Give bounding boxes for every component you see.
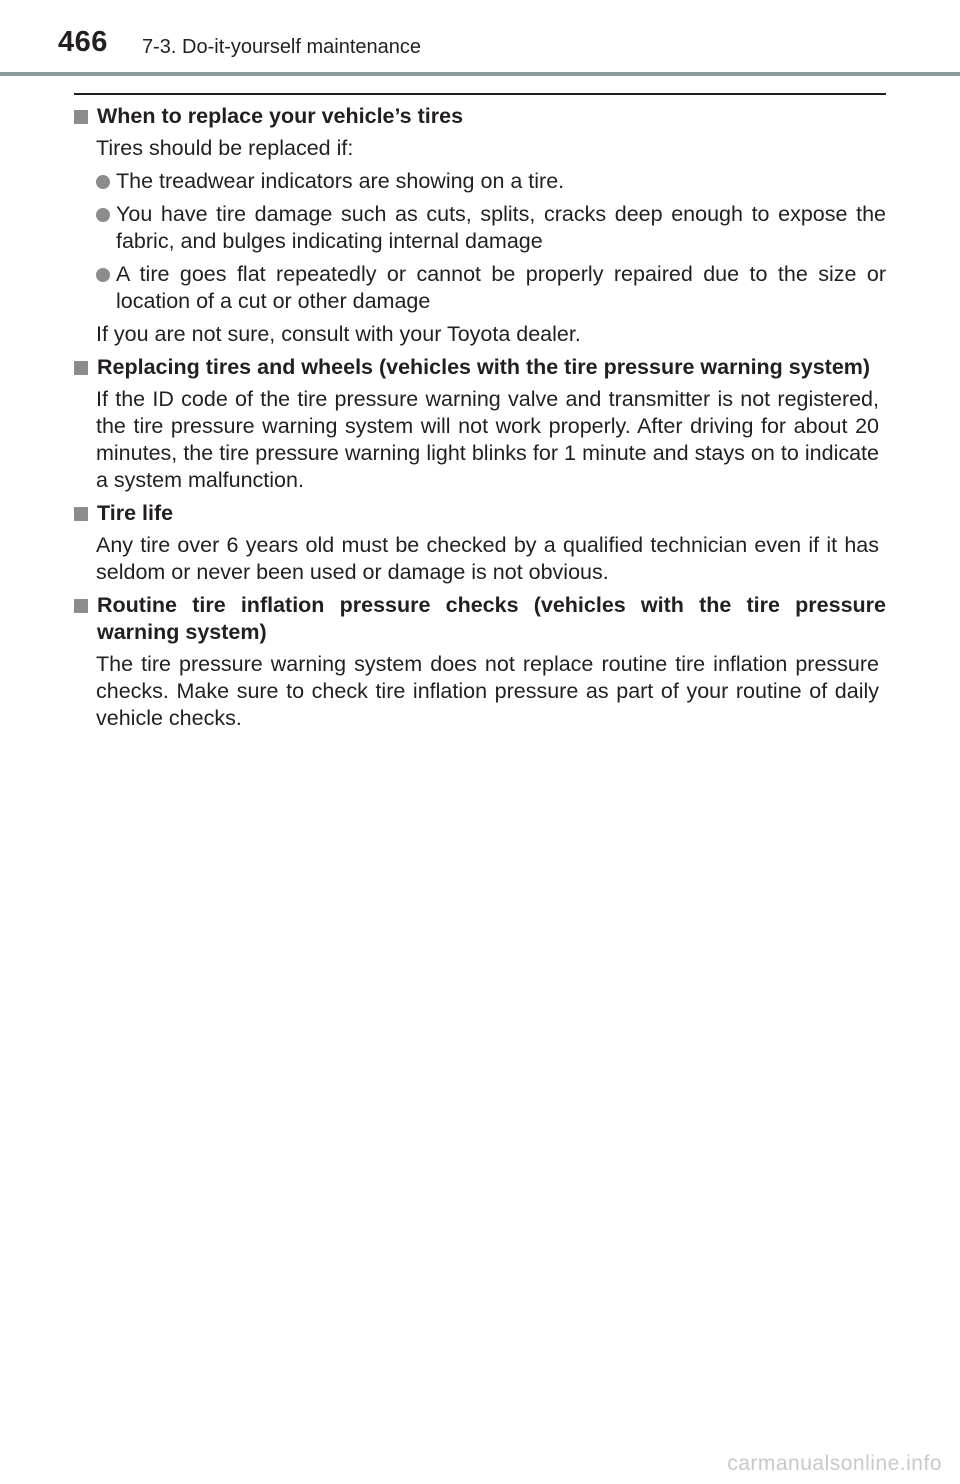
section-body: The tire pressure warning system does not replace routine tire inflation pressure checks. Make sure to check tire inflation pressure as part of your routine of daily vehicle checks. <box>96 652 879 730</box>
section-intro: Tires should be replaced if: <box>96 136 354 160</box>
section-heading <box>74 592 886 646</box>
page-content <box>74 103 886 738</box>
circle-bullet-icon <box>96 268 110 282</box>
section-outro: If you are not sure, consult with your Toyota dealer. <box>96 322 581 346</box>
square-bullet-icon <box>74 110 88 124</box>
heading-text: When to replace your vehicle’s tires <box>97 104 464 128</box>
section-heading <box>74 500 886 527</box>
section-body: Any tire over 6 years old must be checked by a qualified technician even if it has seldom or never been used or damage is not obvious. <box>96 533 879 584</box>
heading-text: Replacing tires and wheels (vehicles with the tire pressure warning system) <box>97 355 871 379</box>
square-bullet-icon <box>74 361 88 375</box>
section-body: If the ID code of the tire pressure warning valve and transmitter is not registered, the tire pressure warning system will not work properly. After driving for about 20 minutes, the tire pressure warning light blinks for 1 minute and stays on to indicate a system malfunction. <box>96 387 879 492</box>
section-heading <box>74 103 886 130</box>
list-item-text: The treadwear indicators are showing on a tire. <box>116 169 565 193</box>
heading-text: Tire life <box>97 501 174 525</box>
section-heading <box>74 354 886 381</box>
section-title: 7-3. Do-it-yourself maintenance <box>142 36 422 58</box>
page-number: 466 <box>58 26 108 58</box>
section-replacing-tires-wheels <box>74 354 886 494</box>
section-when-to-replace <box>74 103 886 348</box>
list-item-text: You have tire damage such as cuts, splits, cracks deep enough to expose the fabric, and bulges indicating internal damage <box>116 202 886 253</box>
header-divider <box>0 72 960 76</box>
section-tire-life <box>74 500 886 586</box>
list-item <box>74 201 886 255</box>
circle-bullet-icon <box>96 175 110 189</box>
watermark: carmanualsonline.info <box>727 1452 942 1475</box>
list-item <box>74 168 886 195</box>
circle-bullet-icon <box>96 208 110 222</box>
square-bullet-icon <box>74 599 88 613</box>
heading-text: Routine tire inflation pressure checks (vehicles with the tire pressure warning system) <box>97 593 886 644</box>
section-routine-checks <box>74 592 886 732</box>
list-item-text: A tire goes flat repeatedly or cannot be properly repaired due to the size or location of a cut or other damage <box>116 262 886 313</box>
page-header <box>0 0 960 78</box>
list-item <box>74 261 886 315</box>
content-divider <box>74 93 886 95</box>
square-bullet-icon <box>74 507 88 521</box>
